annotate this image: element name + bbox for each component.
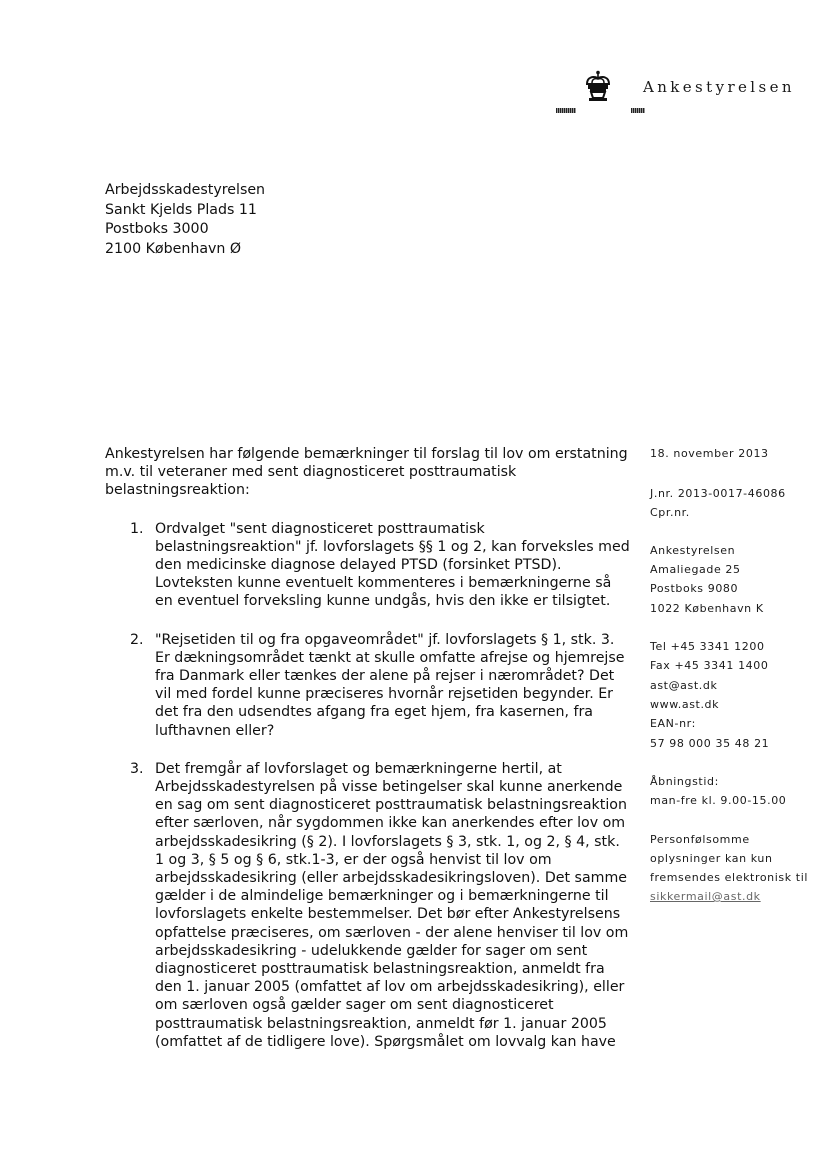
list-item-text: "Rejsetiden til og fra opgaveområdet" jf. lovforslagets § 1, stk. 3. Er dækningsområdet tænkt at skulle omfatte afrejse og hjemrejse fra Danmark eller tænkes der alene på rejser i nærområdet? Det vil med fordel kunne præciseres hvornår rejsetiden begynder. Er det fra den udsendtes afgang fra eget hjem, fra kasernen, fra lufthavnen eller?	[155, 631, 625, 739]
secure-email-link[interactable]: sikkermail@ast.dk	[650, 890, 761, 903]
sender-org: Ankestyrelsen	[650, 544, 736, 557]
list-item	[105, 520, 630, 611]
recipient-street: Sankt Kjelds Plads 11	[105, 201, 257, 218]
ankestyrelsen-logo	[583, 70, 826, 120]
privacy-notice-line: oplysninger kan kun	[650, 852, 773, 865]
crown-icon	[583, 70, 613, 102]
list-item-number: 1.	[130, 520, 144, 537]
opening-hours-label: Åbningstid:	[650, 775, 719, 788]
recipient-name: Arbejdsskadestyrelsen	[105, 182, 266, 198]
opening-hours: man-fre kl. 9.00-15.00	[650, 794, 787, 807]
list-item-text: Ordvalget "sent diagnosticeret posttraumatisk belastningsreaktion" jf. lovforslagets §§ 1 og 2, kan forveksles med den medicinske diagnose delayed PTSD (forsinket PTSD). Lovteksten kunne eventuelt kommenteres i bemærkningerne så en eventuel forveksling kunne undgås, hvis den ikke er tilsigtet.	[155, 520, 630, 610]
privacy-notice-line: Personfølsomme	[650, 833, 750, 846]
sender-website: www.ast.dk	[650, 698, 720, 711]
list-item-number: 2.	[130, 631, 144, 648]
recipient-address	[105, 181, 265, 259]
list-item-number: 3.	[130, 760, 144, 777]
recipient-pobox: Postboks 3000	[105, 221, 209, 237]
privacy-notice-line: fremsendes elektronisk til	[650, 871, 809, 884]
logo-rule-left	[556, 108, 576, 113]
remarks-list	[105, 520, 630, 1051]
sender-phone: Tel +45 3341 1200	[650, 640, 765, 653]
ean-number: 57 98 000 35 48 21	[650, 737, 770, 750]
sender-street: Amaliegade 25	[650, 563, 741, 576]
list-item	[105, 631, 630, 740]
letter-body	[105, 445, 630, 1071]
sender-city: 1022 København K	[650, 602, 764, 615]
sender-email: ast@ast.dk	[650, 679, 718, 692]
list-item	[105, 760, 630, 1051]
journal-number: J.nr. 2013-0017-46086	[650, 487, 786, 500]
logo-wordmark: Ankestyrelsen	[643, 78, 795, 96]
cpr-number: Cpr.nr.	[650, 506, 690, 519]
list-item-text: Det fremgår af lovforslaget og bemærkningerne hertil, at Arbejdsskadestyrelsen på visse betingelser skal kunne anerkende en sag om sent diagnosticeret posttraumatisk belastningsreaktion efter særloven, når sygdommen ikke kan anerkendes efter lov om arbejdsskadesikring (§ 2). I lovforslagets § 3, stk. 1, og 2, § 4, stk. 1 og 3, § 5 og § 6, stk.1-3, er der også henvist til lov om arbejdsskadesikring (eller arbejdsskadesikringsloven). Det samme gælder i de almindelige bemærkninger og i bemærkningerne til lovforslagets enkelte bestemmelser. Det bør efter Ankestyrelsens opfattelse præciseres, om særloven - der alene henviser til lov om arbejdsskadesikring - udelukkende gælder for sager om sent diagnosticeret posttraumatisk belastningsreaktion, anmeldt fra den 1. januar 2005 (omfattet af lov om arbejdsskadesikring), eller om særloven også gælder sager om sent diagnosticeret posttraumatisk belastningsreaktion, anmeldt før 1. januar 2005 (omfattet af de tidligere love). Spørgsmålet om lovvalg kan have	[155, 760, 629, 1050]
sender-fax: Fax +45 3341 1400	[650, 659, 769, 672]
letter-intro: Ankestyrelsen har følgende bemærkninger til forslag til lov om erstatning m.v. til veteraner med sent diagnosticeret posttraumatisk belastningsreaktion:	[105, 446, 628, 499]
ean-label: EAN-nr:	[650, 717, 696, 730]
recipient-city: 2100 København Ø	[105, 240, 242, 257]
logo-rule-right	[631, 108, 645, 113]
letter-date: 18. november 2013	[650, 447, 769, 460]
sender-pobox: Postboks 9080	[650, 582, 739, 595]
